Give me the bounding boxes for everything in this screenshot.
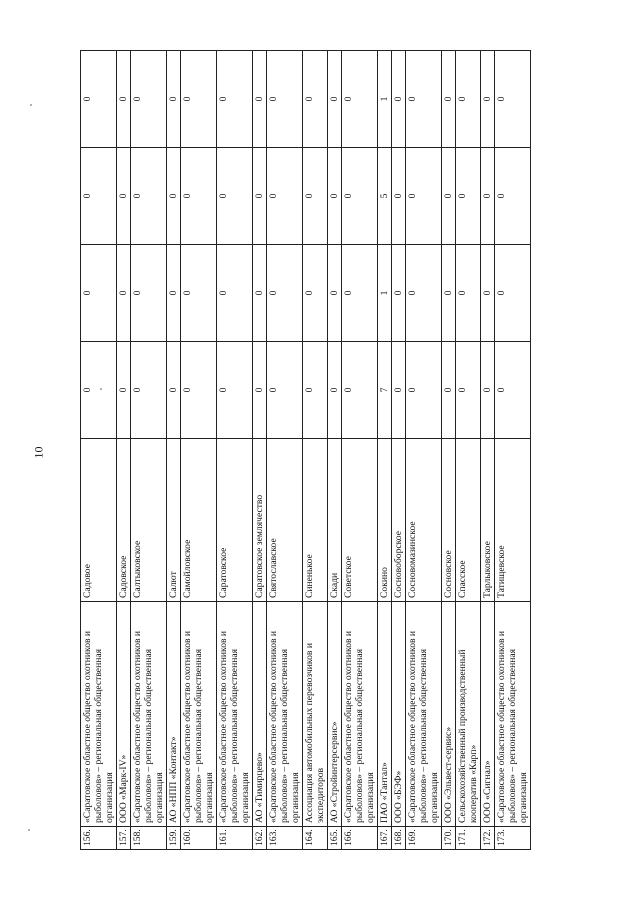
scan-speck (30, 104, 32, 106)
row-number-cell: 161. (217, 827, 253, 850)
value-cell: 0 (267, 51, 303, 148)
table-row (117, 51, 131, 850)
hunting-ground-cell: Саратовское землячество (253, 439, 267, 602)
hunting-ground-cell: Салют (167, 439, 181, 602)
row-number-cell: 162. (253, 827, 267, 850)
value-cell: 0 (167, 148, 181, 245)
value-cell: 0 (117, 148, 131, 245)
hunting-ground-cell: Саратовское (217, 439, 253, 602)
value-cell: 0 (117, 245, 131, 342)
value-cell: 0 (267, 342, 303, 439)
value-cell: 0 (456, 245, 481, 342)
hunting-ground-cell: Тарлыковское (481, 439, 495, 602)
organization-cell: «Саратовское областное общество охотников и рыболовов» – региональная общественная организация (342, 602, 378, 827)
hunting-ground-cell: Садовское (117, 439, 131, 602)
hunting-ground-cell: Сосновское (442, 439, 456, 602)
value-cell: 0 (217, 342, 253, 439)
value-cell: 0 (342, 342, 378, 439)
value-cell: 0 (253, 148, 267, 245)
value-cell: 0 (181, 342, 217, 439)
table-row (406, 51, 442, 850)
organization-cell: «Саратовское областное общество охотников и рыболовов» – региональная общественная организация (81, 602, 117, 827)
value-cell: 0 (131, 51, 167, 148)
organization-cell: ПАО «Тантал» (378, 602, 392, 827)
value-cell: 0 (495, 245, 531, 342)
row-number-cell: 167. (378, 827, 392, 850)
hunting-ground-cell: Святославское (267, 439, 303, 602)
table-row (442, 51, 456, 850)
value-cell: 0 (328, 148, 342, 245)
value-cell: 0 (406, 342, 442, 439)
hunting-grounds-table (80, 50, 531, 850)
row-number-cell: 157. (117, 827, 131, 850)
row-number-cell: 163. (267, 827, 303, 850)
value-cell: 0 (442, 148, 456, 245)
scan-speck (100, 388, 102, 390)
table-row (81, 51, 117, 850)
value-cell: 0 (303, 245, 328, 342)
value-cell: 0 (131, 342, 167, 439)
rotated-table-frame (80, 50, 613, 850)
hunting-ground-cell: Сосновомазинское (406, 439, 442, 602)
value-cell: 0 (81, 148, 117, 245)
row-number-cell: 173. (495, 827, 531, 850)
row-number-cell: 159. (167, 827, 181, 850)
organization-cell: ООО «БЭФ» (392, 602, 406, 827)
value-cell: 0 (253, 342, 267, 439)
row-number-cell: 172. (481, 827, 495, 850)
hunting-ground-cell: Синенькое (303, 439, 328, 602)
table-row (181, 51, 217, 850)
table-row (217, 51, 253, 850)
table-row (328, 51, 342, 850)
table-row (342, 51, 378, 850)
scan-speck (28, 829, 30, 831)
value-cell: 0 (456, 148, 481, 245)
value-cell: 0 (303, 51, 328, 148)
value-cell: 0 (481, 51, 495, 148)
value-cell: 0 (328, 342, 342, 439)
value-cell: 0 (481, 148, 495, 245)
value-cell: 0 (267, 148, 303, 245)
value-cell: 1 (378, 245, 392, 342)
organization-cell: Сельскохозяйственный производственный кооператив «Карп» (456, 602, 481, 827)
value-cell: 0 (217, 148, 253, 245)
value-cell: 0 (495, 148, 531, 245)
value-cell: 0 (253, 245, 267, 342)
value-cell: 0 (481, 245, 495, 342)
value-cell: 5 (378, 148, 392, 245)
table-row (378, 51, 392, 850)
value-cell: 0 (303, 342, 328, 439)
value-cell: 0 (342, 51, 378, 148)
row-number-cell: 168. (392, 827, 406, 850)
value-cell: 0 (181, 51, 217, 148)
value-cell: 0 (342, 148, 378, 245)
row-number-cell: 165. (328, 827, 342, 850)
value-cell: 0 (131, 148, 167, 245)
page-number: 10 (31, 446, 46, 459)
table-row (456, 51, 481, 850)
value-cell: 0 (303, 148, 328, 245)
hunting-ground-cell: Салтыковское (131, 439, 167, 602)
value-cell: 0 (392, 245, 406, 342)
value-cell: 0 (267, 245, 303, 342)
value-cell: 0 (392, 51, 406, 148)
organization-cell: «Саратовское областное общество охотников и рыболовов» – региональная общественная организация (495, 602, 531, 827)
value-cell: 0 (342, 245, 378, 342)
organization-cell: ООО «Эльвест-сервис» (442, 602, 456, 827)
organization-cell: Ассоциация автомобильных перевозчиков и экспедиторов (303, 602, 328, 827)
row-number-cell: 158. (131, 827, 167, 850)
organization-cell: «Саратовское областное общество охотников и рыболовов» – региональная общественная организация (267, 602, 303, 827)
value-cell: 0 (442, 51, 456, 148)
value-cell: 0 (406, 51, 442, 148)
hunting-ground-cell: Советское (342, 439, 378, 602)
row-number-cell: 156. (81, 827, 117, 850)
row-number-cell: 160. (181, 827, 217, 850)
organization-cell: ООО «Марк-IV» (117, 602, 131, 827)
hunting-ground-cell: Сосновоборское (392, 439, 406, 602)
value-cell: 0 (117, 51, 131, 148)
value-cell: 0 (442, 342, 456, 439)
value-cell: 0 (217, 51, 253, 148)
table-row (253, 51, 267, 850)
value-cell: 0 (328, 245, 342, 342)
value-cell: 0 (217, 245, 253, 342)
value-cell: 7 (378, 342, 392, 439)
value-cell: 0 (181, 245, 217, 342)
row-number-cell: 164. (303, 827, 328, 850)
value-cell: 0 (167, 51, 181, 148)
value-cell: 0 (406, 245, 442, 342)
value-cell: 0 (81, 342, 117, 439)
organization-cell: АО «НПП «Контакт» (167, 602, 181, 827)
organization-cell: «Саратовское областное общество охотников и рыболовов» – региональная общественная организация (131, 602, 167, 827)
value-cell: 0 (392, 148, 406, 245)
value-cell: 0 (81, 245, 117, 342)
organization-cell: «Саратовское областное общество охотников и рыболовов» – региональная общественная организация (181, 602, 217, 827)
table-row (131, 51, 167, 850)
value-cell: 0 (392, 342, 406, 439)
table-row (495, 51, 531, 850)
value-cell: 0 (181, 148, 217, 245)
row-number-cell: 166. (342, 827, 378, 850)
table-row (392, 51, 406, 850)
table-row (481, 51, 495, 850)
organization-cell: «Саратовское областное общество охотников и рыболовов» – региональная общественная организация (406, 602, 442, 827)
value-cell: 1 (378, 51, 392, 148)
value-cell: 0 (328, 51, 342, 148)
table-row (267, 51, 303, 850)
value-cell: 0 (253, 51, 267, 148)
value-cell: 0 (406, 148, 442, 245)
organization-cell: ООО «Сигнал» (481, 602, 495, 827)
value-cell: 0 (167, 342, 181, 439)
value-cell: 0 (81, 51, 117, 148)
organization-cell: АО «Тимирцево» (253, 602, 267, 827)
hunting-ground-cell: Сокино (378, 439, 392, 602)
value-cell: 0 (456, 342, 481, 439)
value-cell: 0 (495, 51, 531, 148)
table-row (303, 51, 328, 850)
hunting-ground-cell: Спасское (456, 439, 481, 602)
value-cell: 0 (117, 342, 131, 439)
table-row (167, 51, 181, 850)
value-cell: 0 (481, 342, 495, 439)
hunting-ground-cell: Самойловское (181, 439, 217, 602)
value-cell: 0 (495, 342, 531, 439)
organization-cell: АО «Стройинтерсервис» (328, 602, 342, 827)
row-number-cell: 170. (442, 827, 456, 850)
value-cell: 0 (131, 245, 167, 342)
hunting-ground-cell: Садовое (81, 439, 117, 602)
hunting-ground-cell: Скади (328, 439, 342, 602)
row-number-cell: 169. (406, 827, 442, 850)
value-cell: 0 (167, 245, 181, 342)
organization-cell: «Саратовское областное общество охотников и рыболовов» – региональная общественная организация (217, 602, 253, 827)
hunting-ground-cell: Татищевское (495, 439, 531, 602)
row-number-cell: 171. (456, 827, 481, 850)
value-cell: 0 (456, 51, 481, 148)
value-cell: 0 (442, 245, 456, 342)
